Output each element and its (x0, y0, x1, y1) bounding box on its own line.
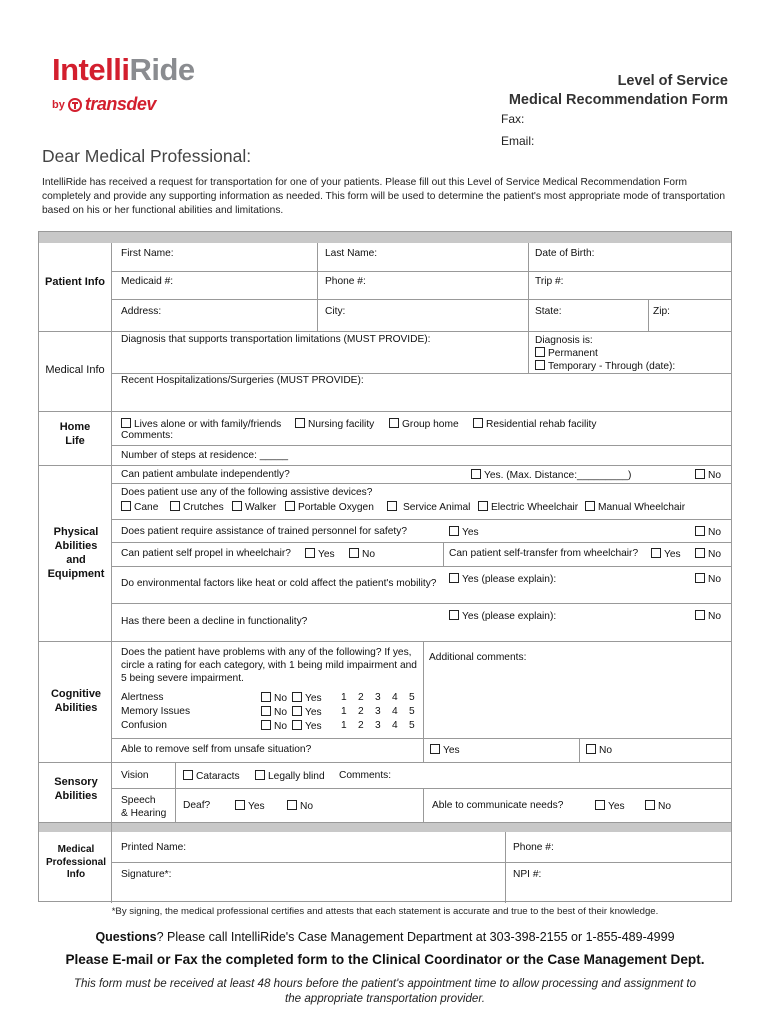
service-animal-checkbox[interactable]: Service Animal (387, 501, 470, 513)
checkbox-icon (261, 720, 271, 730)
checkbox-icon (292, 706, 302, 716)
self-propel-yes-checkbox[interactable]: Yes (305, 548, 335, 560)
remove-self-yes-checkbox[interactable]: Yes (430, 744, 460, 756)
checkbox-icon (285, 501, 295, 511)
checkbox-icon (389, 418, 399, 428)
self-transfer-yes-checkbox[interactable]: Yes (651, 548, 681, 560)
home-comments-field[interactable]: Comments: (121, 430, 174, 441)
patient-phone-field[interactable]: Phone #: (325, 276, 366, 287)
checkbox-icon (586, 744, 596, 754)
communicate-question: Able to communicate needs? (432, 800, 564, 811)
printed-name-field[interactable]: Printed Name: (121, 842, 187, 853)
remove-self-no-checkbox[interactable]: No (586, 744, 612, 756)
submit-instruction: Please E-mail or Fax the completed form to the Clinical Coordinator or the Case Management Dept. (65, 952, 705, 967)
confusion-label: Confusion (121, 720, 167, 731)
memory-issues-label: Memory Issues (121, 706, 191, 717)
memory-yes-checkbox[interactable]: Yes (292, 706, 322, 718)
decline-no-checkbox[interactable]: No (695, 610, 721, 622)
section-physical: Physical Abilities and Equipment (47, 526, 105, 580)
alertness-rating[interactable]: 1 2 3 4 5 (341, 692, 415, 703)
section-medical-professional: Medical Professional Info (45, 844, 107, 880)
transdev-icon (68, 98, 82, 112)
alertness-no-checkbox[interactable]: No (261, 692, 287, 704)
medicaid-field[interactable]: Medicaid #: (121, 276, 174, 287)
self-propel-question: Can patient self propel in wheelchair? (121, 548, 291, 559)
checkbox-icon (595, 800, 605, 810)
confusion-rating[interactable]: 1 2 3 4 5 (341, 720, 415, 731)
signature-field[interactable]: Signature*: (121, 869, 172, 880)
remove-self-question: Able to remove self from unsafe situation? (121, 744, 312, 755)
legally-blind-checkbox[interactable]: Legally blind (255, 770, 325, 782)
checkbox-icon (535, 360, 545, 370)
ambulate-question: Can patient ambulate independently? (121, 469, 290, 480)
trip-field[interactable]: Trip #: (535, 276, 564, 287)
cataracts-checkbox[interactable]: Cataracts (183, 770, 240, 782)
checkbox-icon (645, 800, 655, 810)
greeting: Dear Medical Professional: (42, 146, 252, 166)
first-name-field[interactable]: First Name: (121, 248, 174, 259)
vision-comments-field[interactable]: Comments: (339, 770, 392, 781)
assistance-yes-checkbox[interactable]: Yes (449, 526, 479, 538)
alertness-yes-checkbox[interactable]: Yes (292, 692, 322, 704)
checkbox-icon (585, 501, 595, 511)
deaf-question: Deaf? (183, 800, 211, 811)
city-field[interactable]: City: (325, 306, 346, 317)
memory-rating[interactable]: 1 2 3 4 5 (341, 706, 415, 717)
checkbox-icon (261, 706, 271, 716)
cane-checkbox[interactable]: Cane (121, 501, 158, 513)
last-name-field[interactable]: Last Name: (325, 248, 378, 259)
checkbox-icon (387, 501, 397, 511)
self-transfer-question: Can patient self-transfer from wheelchair? (449, 548, 639, 559)
diagnosis-is-label: Diagnosis is: (535, 335, 593, 346)
form-table (38, 231, 732, 902)
checkbox-icon (170, 501, 180, 511)
certification-note: *By signing, the medical professional certifies and attests that each statement is accurate and true to the best of their knowledge. (111, 906, 659, 917)
group-home-checkbox[interactable]: Group home (389, 418, 459, 430)
intro-text: IntelliRide has received a request for transportation for one of your patients. Please fill out this Level of Service Medical Recommendation Form completely and provide any supporting information as needed. This form will be used to determine the patient's most appropriate mode of transportation based on his or her functional abilities and limitations. (42, 177, 726, 216)
checkbox-icon (449, 573, 459, 583)
alertness-label: Alertness (121, 692, 164, 703)
section-patient-info: Patient Info (45, 276, 105, 288)
steps-field[interactable]: Number of steps at residence: _____ (121, 450, 289, 461)
environment-yes-checkbox[interactable]: Yes (please explain): (449, 573, 556, 585)
section-medical-info: Medical Info (45, 364, 105, 376)
checkbox-icon (430, 744, 440, 754)
self-propel-no-checkbox[interactable]: No (349, 548, 375, 560)
checkbox-icon (695, 610, 705, 620)
checkbox-icon (287, 800, 297, 810)
checkbox-icon (295, 418, 305, 428)
nursing-facility-checkbox[interactable]: Nursing facility (295, 418, 374, 430)
section-sensory: Sensory Abilities (54, 776, 98, 802)
checkbox-icon (261, 692, 271, 702)
speech-label-2: & Hearing (121, 808, 167, 819)
assistance-no-checkbox[interactable]: No (695, 526, 721, 538)
checkbox-icon (292, 720, 302, 730)
temporary-checkbox[interactable]: Temporary - Through (date): (535, 360, 675, 372)
checkbox-icon (121, 418, 131, 428)
vision-label: Vision (121, 770, 149, 781)
by-label: by (52, 98, 65, 111)
permanent-checkbox[interactable]: Permanent (535, 347, 598, 359)
section-bar (39, 822, 731, 832)
ambulate-no-checkbox[interactable]: No (695, 469, 721, 481)
fax-label: Fax: (501, 112, 525, 126)
devices-question: Does patient use any of the following assistive devices? (121, 487, 373, 498)
questions-line: Questions? Please call IntelliRide's Case Management Department at 303-398-2155 or 1-855-489-4999 (95, 930, 675, 944)
checkbox-icon (255, 770, 265, 780)
confusion-yes-checkbox[interactable]: Yes (292, 720, 322, 732)
zip-field[interactable]: Zip: (653, 306, 670, 317)
checkbox-icon (235, 800, 245, 810)
checkbox-icon (695, 548, 705, 558)
section-cognitive: Cognitive Abilities (50, 688, 102, 714)
checkbox-icon (121, 501, 131, 511)
memory-no-checkbox[interactable]: No (261, 706, 287, 718)
hospitalizations-field[interactable]: Recent Hospitalizations/Surgeries (MUST PROVIDE): (121, 375, 364, 386)
npi-field[interactable]: NPI #: (513, 869, 542, 880)
decline-yes-checkbox[interactable]: Yes (please explain): (449, 610, 556, 622)
checkbox-icon (449, 610, 459, 620)
state-field[interactable]: State: (535, 306, 562, 317)
walker-checkbox[interactable]: Walker (232, 501, 276, 513)
environment-no-checkbox[interactable]: No (695, 573, 721, 585)
communicate-no-checkbox[interactable]: No (645, 800, 671, 812)
electric-wheelchair-checkbox[interactable]: Electric Wheelchair (478, 501, 578, 513)
residential-rehab-checkbox[interactable]: Residential rehab facility (473, 418, 596, 430)
confusion-no-checkbox[interactable]: No (261, 720, 287, 732)
manual-wheelchair-checkbox[interactable]: Manual Wheelchair (585, 501, 685, 513)
intelliride-logo: IntelliRide (52, 52, 195, 87)
checkbox-icon (232, 501, 242, 511)
diagnosis-field[interactable]: Diagnosis that supports transportation limitations (MUST PROVIDE): (121, 334, 431, 345)
deadline-note: This form must be received at least 48 hours before the patient's appointment time to allow processing and assignment to the appropriate transportation provider. (73, 977, 697, 1005)
lives-alone-checkbox[interactable]: Lives alone or with family/friends (121, 418, 281, 430)
section-bar (39, 232, 731, 243)
transdev-byline (52, 94, 156, 115)
portable-oxygen-checkbox[interactable]: Portable Oxygen (285, 501, 374, 513)
assistance-question: Does patient require assistance of trained personnel for safety? (121, 526, 407, 537)
section-home-life: Home Life (59, 421, 91, 447)
ambulate-yes-checkbox[interactable]: Yes. (Max. Distance:_________) (471, 469, 631, 481)
cognitive-question: Does the patient have problems with any of the following? If yes, circle a rating for each category, with 1 being mild impairment and 5 being severe impairment. (121, 647, 417, 684)
communicate-yes-checkbox[interactable]: Yes (595, 800, 625, 812)
self-transfer-no-checkbox[interactable]: No (695, 548, 721, 560)
checkbox-icon (292, 692, 302, 702)
checkbox-icon (695, 573, 705, 583)
deaf-yes-checkbox[interactable]: Yes (235, 800, 265, 812)
checkbox-icon (471, 469, 481, 479)
checkbox-icon (349, 548, 359, 558)
checkbox-icon (651, 548, 661, 558)
additional-comments-field[interactable]: Additional comments: (429, 652, 527, 663)
checkbox-icon (449, 526, 459, 536)
email-label: Email: (501, 134, 535, 148)
transdev-label: transdev (84, 94, 156, 114)
checkbox-icon (473, 418, 483, 428)
checkbox-icon (695, 469, 705, 479)
decline-question: Has there been a decline in functionality? (121, 616, 308, 627)
deaf-no-checkbox[interactable]: No (287, 800, 313, 812)
checkbox-icon (478, 501, 488, 511)
speech-label-1: Speech (121, 795, 156, 806)
dob-field[interactable]: Date of Birth: (535, 248, 595, 259)
checkbox-icon (183, 770, 193, 780)
address-field[interactable]: Address: (121, 306, 162, 317)
crutches-checkbox[interactable]: Crutches (170, 501, 224, 513)
professional-phone-field[interactable]: Phone #: (513, 842, 554, 853)
environment-question: Do environmental factors like heat or cold affect the patient's mobility? (121, 578, 437, 589)
checkbox-icon (535, 347, 545, 357)
checkbox-icon (695, 526, 705, 536)
checkbox-icon (305, 548, 315, 558)
form-title: Level of Service Medical Recommendation Form (508, 73, 728, 108)
